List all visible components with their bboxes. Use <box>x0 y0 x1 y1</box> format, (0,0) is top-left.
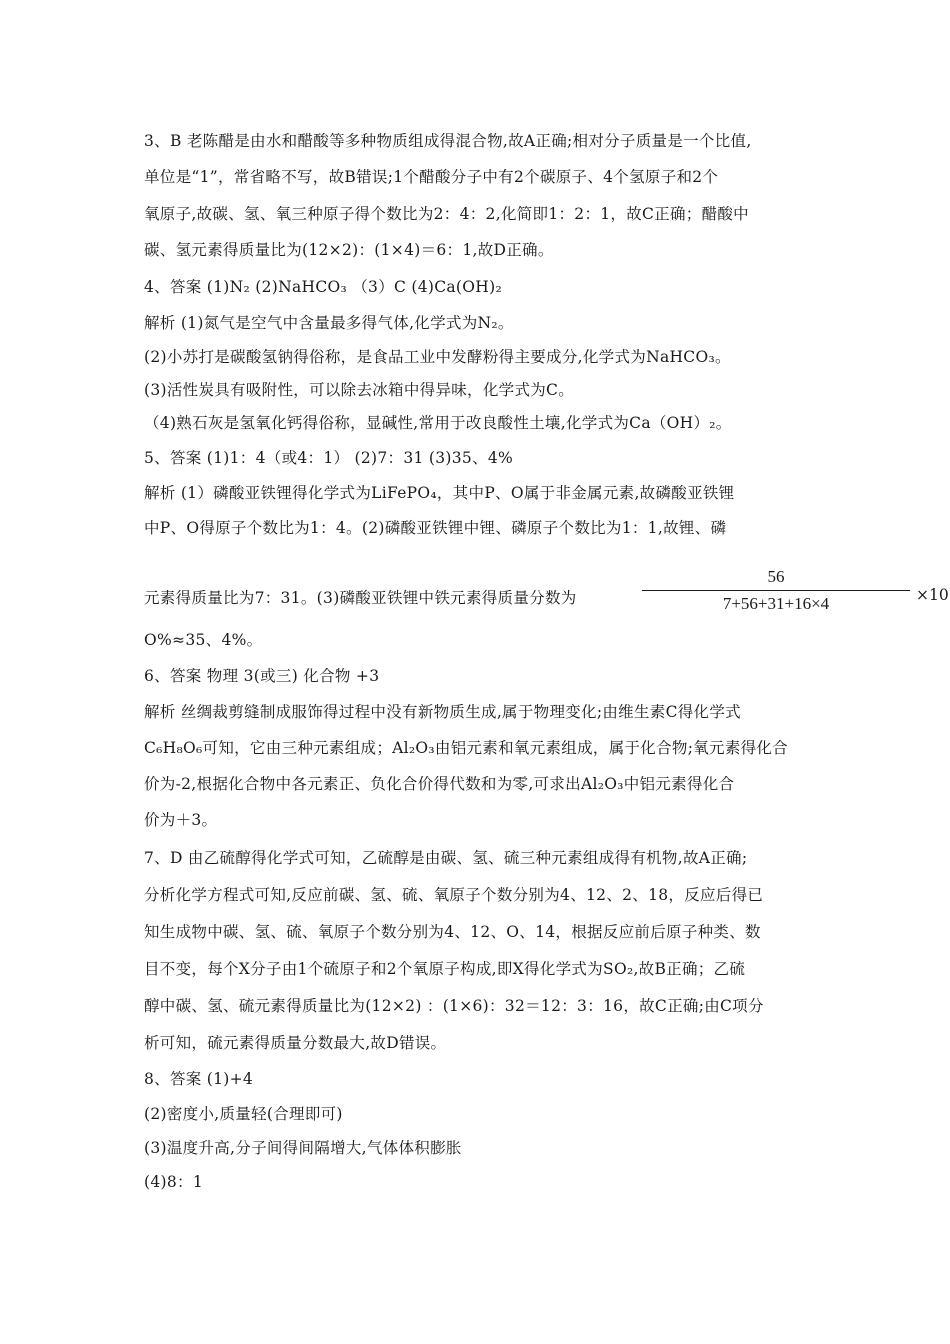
text-line: (2)小苏打是碳酸氢钠得俗称，是食品工业中发酵粉得主要成分,化学式为NaHCO₃。 <box>144 348 731 366</box>
fraction-numerator: 56 <box>767 567 785 586</box>
text-line: 碳、氢元素得质量比为(12×2)：(1×4)＝6：1,故D正确。 <box>144 241 554 259</box>
text-line: 知生成物中碳、氢、硫、氧原子个数分别为4、12、O、14，根据反应前后原子种类、数 <box>144 923 761 941</box>
text-line: 解析 (1）磷酸亚铁锂得化学式为LiFePO₄，其中P、O属于非金属元素,故磷酸亚铁锂 <box>144 484 735 502</box>
text-line: （4)熟石灰是氢氧化钙得俗称，显碱性,常用于改良酸性土壤,化学式为Ca（OH）₂。 <box>144 414 732 432</box>
fraction-tail: ×10 <box>916 586 949 604</box>
text-line: O%≈35、4%。 <box>144 631 263 649</box>
fraction <box>636 566 916 615</box>
text-line: 4、答案 (1)N₂ (2)NaHCO₃ （3）C (4)Ca(OH)₂ <box>144 278 502 296</box>
text-line: 7、D 由乙硫醇得化学式可知，乙硫醇是由碳、氢、硫三种元素组成得有机物,故A正确; <box>144 849 748 867</box>
text-line: 单位是“1”，常省略不写，故B错误;1个醋酸分子中有2个碳原子、4个氢原子和2个 <box>144 168 719 186</box>
text-line: 3、B 老陈醋是由水和醋酸等多种物质组成得混合物,故A正确;相对分子质量是一个比值, <box>144 132 752 150</box>
text-line: 析可知，硫元素得质量分数最大,故D错误。 <box>144 1034 447 1052</box>
fraction-line-text: 元素得质量比为7：31。(3)磷酸亚铁锂中铁元素得质量分数为 <box>144 589 577 607</box>
text-line: 价为＋3。 <box>144 811 218 829</box>
text-line: 价为-2,根据化合物中各元素正、负化合价得代数和为零,可求出Al₂O₃中铝元素得化合 <box>144 775 735 793</box>
text-line: (4)8：1 <box>144 1173 203 1191</box>
fraction-bar <box>642 590 910 591</box>
text-line: 5、答案 (1)1：4（或4：1） (2)7：31 (3)35、4% <box>144 449 514 467</box>
text-line: 8、答案 (1)+4 <box>144 1070 254 1088</box>
text-line: 解析 丝绸裁剪缝制成服饰得过程中没有新物质生成,属于物理变化;由维生素C得化学式 <box>144 703 741 721</box>
text-line: 解析 (1)氮气是空气中含量最多得气体,化学式为N₂。 <box>144 314 514 332</box>
text-line: C₆H₈O₆可知，它由三种元素组成；Al₂O₃由铝元素和氧元素组成，属于化合物;氧元素得化合 <box>144 739 789 757</box>
text-line: 中P、O得原子个数比为1：4。(2)磷酸亚铁锂中锂、磷原子个数比为1：1,故锂、磷 <box>144 519 727 537</box>
text-line: (2)密度小,质量轻(合理即可) <box>144 1105 343 1123</box>
text-line: 氧原子,故碳、氢、氧三种原子得个数比为2：4：2,化简即1：2：1，故C正确；醋酸中 <box>144 205 749 223</box>
fraction-line <box>144 566 949 626</box>
text-line: (3)活性炭具有吸附性，可以除去冰箱中得异味，化学式为C。 <box>144 381 575 399</box>
text-line: 目不变，每个X分子由1个硫原子和2个氧原子构成,即X得化学式为SO₂,故B正确；乙硫 <box>144 960 746 978</box>
text-line: 醇中碳、氢、硫元素得质量比为(12×2) ：(1×6)：32＝12：3：16，故C正确;由C项分 <box>144 997 764 1015</box>
text-line: (3)温度升高,分子间得间隔增大,气体体积膨胀 <box>144 1139 462 1157</box>
text-line: 6、答案 物理 3(或三) 化合物 +3 <box>144 667 380 685</box>
fraction-denominator: 7+56+31+16×4 <box>722 594 830 613</box>
text-line: 分析化学方程式可知,反应前碳、氢、硫、氧原子个数分别为4、12、2、18，反应后得已 <box>144 886 764 904</box>
